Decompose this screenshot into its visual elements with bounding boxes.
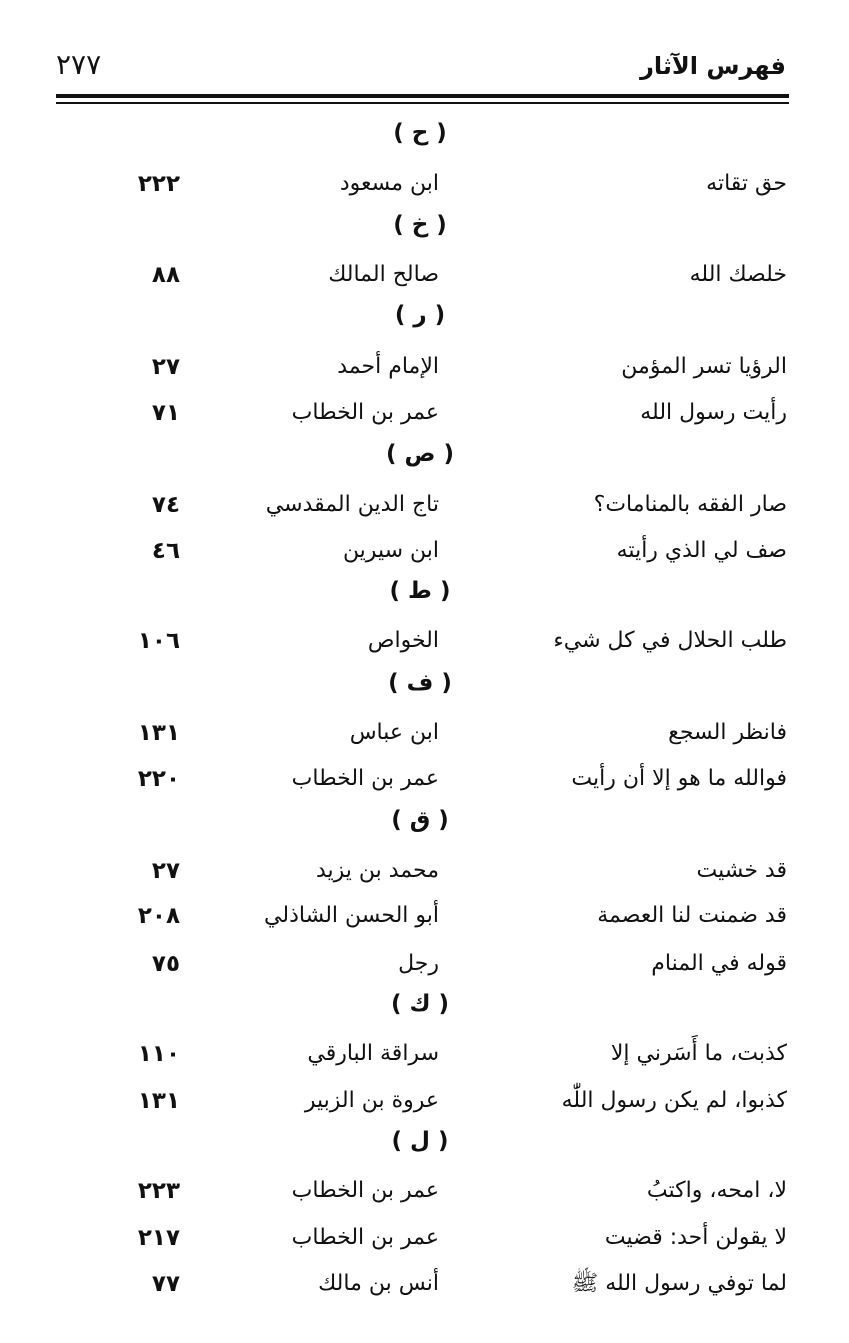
index-entry	[0, 1171, 849, 1211]
entry-text: حق تقاته	[706, 171, 787, 196]
entry-page-number: ٨٨	[151, 262, 180, 288]
entry-source: عمر بن الخطاب	[291, 766, 439, 791]
entry-source: محمد بن يزيد	[315, 858, 439, 883]
entry-source: عمر بن الخطاب	[291, 1178, 439, 1203]
entry-source: صالح المالك	[328, 262, 439, 287]
index-entry	[0, 255, 849, 295]
letter-header: ( ط )	[389, 578, 451, 604]
entry-text: فوالله ما هو إلا أن رأيت	[571, 766, 787, 791]
entry-source: الخواص	[367, 628, 439, 653]
entry-text: كذبوا، لم يكن رسول اللّٰه	[561, 1088, 787, 1113]
entry-text: رأيت رسول الله	[640, 400, 787, 425]
entry-text: لا، امحه، واكتبُ	[646, 1178, 787, 1203]
index-entry	[0, 896, 849, 936]
entry-page-number: ١٣١	[137, 1088, 180, 1114]
index-entry	[0, 1264, 849, 1304]
entry-source: ابن سيرين	[342, 538, 439, 563]
index-entry	[0, 621, 849, 661]
entry-page-number: ٧٧	[151, 1271, 180, 1297]
index-entry	[0, 944, 849, 984]
entry-text: صف لي الذي رأيته	[616, 538, 787, 563]
entry-source: عروة بن الزبير	[304, 1088, 439, 1113]
entry-source: رجل	[398, 951, 439, 976]
index-entry	[0, 713, 849, 753]
letter-header: ( خ )	[393, 212, 447, 238]
index-entry	[0, 347, 849, 387]
entry-page-number: ٢٠٨	[137, 903, 180, 929]
entry-page-number: ٢٧	[151, 858, 180, 884]
running-title: فهرس الآثار	[640, 52, 786, 80]
entry-page-number: ٢٢٣	[137, 1178, 180, 1204]
index-entry	[0, 851, 849, 891]
entry-source: أنس بن مالك	[318, 1271, 439, 1296]
entry-page-number: ١٠٦	[137, 628, 180, 654]
letter-header: ( ق )	[391, 807, 449, 833]
index-entry	[0, 1034, 849, 1074]
entry-text: خلصك الله	[689, 262, 787, 287]
letter-header: ( ك )	[390, 991, 450, 1017]
entry-text: لما توفي رسول الله ﷺ	[571, 1271, 787, 1296]
entry-page-number: ٢٧	[151, 354, 180, 380]
entry-text: فانظر السجع	[668, 720, 787, 745]
index-entry	[0, 393, 849, 433]
entry-page-number: ٢١٧	[137, 1225, 180, 1251]
entry-page-number: ٤٦	[151, 538, 180, 564]
entry-source: الإمام أحمد	[337, 354, 439, 379]
entry-source: ابن مسعود	[339, 171, 439, 196]
letter-header: ( ص )	[386, 441, 454, 467]
entry-page-number: ١٣١	[137, 720, 180, 746]
index-entry	[0, 1218, 849, 1258]
entry-source: تاج الدين المقدسي	[265, 492, 439, 517]
entry-text: قد خشيت	[696, 858, 787, 883]
entry-text: كذبت، ما أَسَرني إلا	[610, 1041, 787, 1066]
letter-header: ( ف )	[388, 670, 452, 696]
entry-page-number: ٢٢٠	[137, 766, 180, 792]
entry-page-number: ٧٥	[151, 951, 180, 977]
entry-text: لا يقولن أحد: قضيت	[604, 1225, 787, 1250]
entry-text: طلب الحلال في كل شيء	[553, 628, 787, 653]
index-entry	[0, 1081, 849, 1121]
entry-source: عمر بن الخطاب	[291, 400, 439, 425]
entry-text: صار الفقه بالمنامات؟	[593, 492, 787, 517]
index-entry	[0, 164, 849, 204]
entry-source: سراقة البارقي	[307, 1041, 439, 1066]
index-entry	[0, 485, 849, 525]
letter-header: ( ح )	[393, 120, 447, 146]
index-entry	[0, 531, 849, 571]
entry-source: عمر بن الخطاب	[291, 1225, 439, 1250]
entry-page-number: ٧٤	[151, 492, 180, 518]
entry-page-number: ٢٢٢	[137, 171, 180, 197]
entry-text: قد ضمنت لنا العصمة	[597, 903, 787, 928]
entry-text: الرؤيا تسر المؤمن	[621, 354, 787, 379]
entry-source: ابن عباس	[349, 720, 439, 745]
entry-page-number: ٧١	[151, 400, 180, 426]
letter-header: ( ل )	[391, 1128, 449, 1154]
letter-header: ( ر )	[394, 302, 446, 328]
index-entry	[0, 759, 849, 799]
page-number: ٢٧٧	[56, 48, 102, 81]
entry-text: قوله في المنام	[651, 951, 787, 976]
entry-source: أبو الحسن الشاذلي	[264, 903, 439, 928]
entry-page-number: ١١٠	[137, 1041, 180, 1067]
